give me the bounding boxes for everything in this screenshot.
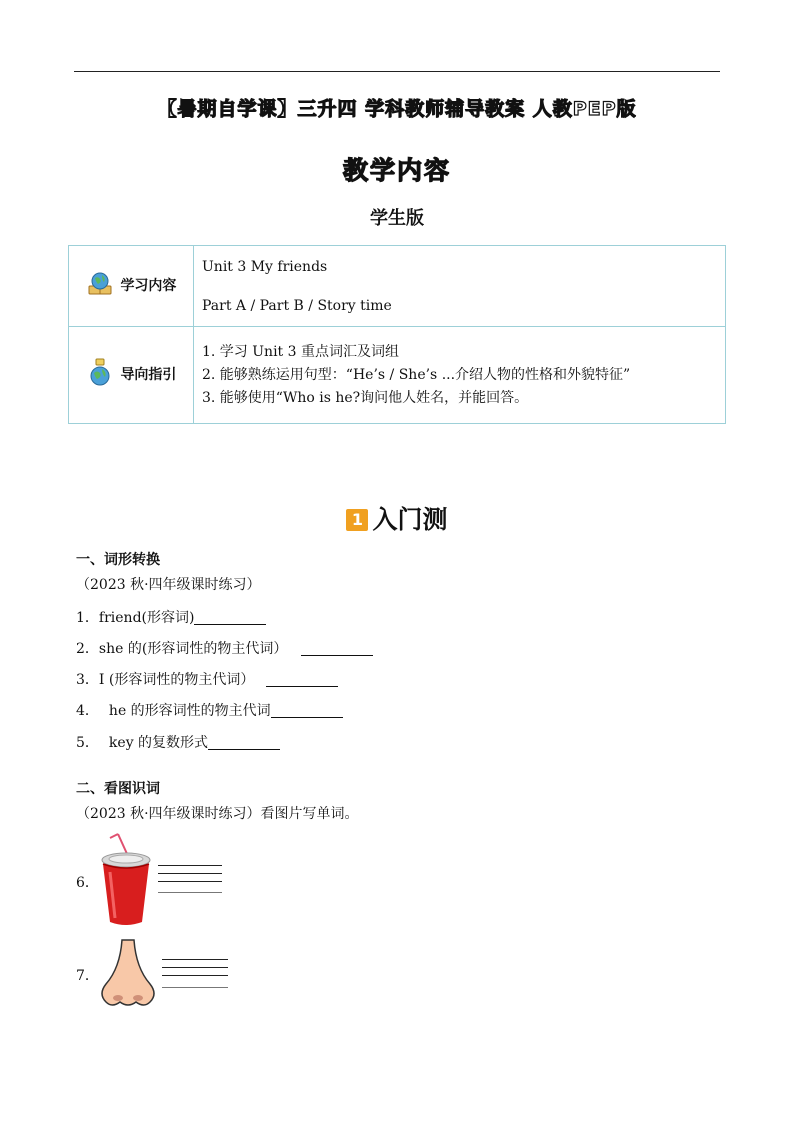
question-text: she 的(形容词性的物主代词）: [98, 641, 288, 657]
info-line: Part A / Part B / Story time: [202, 297, 392, 314]
question-text: I (形容词性的物主代词）: [98, 672, 255, 688]
question-text: key 的复数形式: [108, 735, 209, 751]
question-number: 2．: [76, 641, 99, 657]
question-number: 1．: [76, 610, 99, 626]
document-header: 【暑期自学课】三升四 学科教师辅导教案 人教PEP版: [157, 98, 637, 120]
question-number: 4．: [76, 703, 99, 719]
entry-test-title: 入门测: [372, 505, 448, 534]
answer-blank[interactable]: [194, 610, 266, 625]
answer-blank[interactable]: [271, 703, 343, 718]
question-number: 5．: [76, 735, 99, 751]
question-text: he 的形容词性的物主代词: [108, 703, 271, 719]
question-item: [76, 700, 343, 720]
info-line: Unit 3 My friends: [202, 258, 328, 275]
info-label-cell: [69, 246, 194, 327]
info-content-cell: [194, 246, 726, 327]
version-label: 学生版: [370, 208, 424, 229]
writing-line: [158, 881, 222, 882]
writing-line: [158, 873, 222, 874]
info-line: 1. 学习 Unit 3 重点词汇及词组: [202, 344, 399, 360]
writing-line: [158, 892, 222, 893]
question-number: 3．: [76, 672, 99, 688]
answer-blank[interactable]: [301, 641, 373, 656]
globe-lightbulb-icon: [86, 358, 114, 392]
writing-line: [162, 975, 228, 976]
part2-heading: 二、看图识词: [76, 781, 160, 797]
question-item: [76, 607, 266, 627]
question-item: [76, 669, 338, 689]
drink-cup-icon: [98, 832, 154, 932]
question-number: 7．: [76, 968, 99, 984]
writing-line: [162, 967, 228, 968]
part2-source: （2023 秋·四年级课时练习）看图片写单词。: [76, 806, 359, 822]
writing-line: [162, 959, 228, 960]
answer-blank[interactable]: [266, 672, 338, 687]
header-rule: [74, 71, 720, 72]
question-number: 6．: [76, 875, 99, 891]
info-content-cell: [194, 327, 726, 424]
info-line: 3. 能够使用“Who is he?询问他人姓名，并能回答。: [202, 390, 529, 406]
question-item: [76, 732, 280, 752]
writing-line: [158, 865, 222, 866]
question-item: [76, 638, 373, 658]
part1-heading: 一、词形转换: [76, 552, 160, 568]
info-table: [68, 245, 726, 424]
part1-source: （2023 秋·四年级课时练习）: [76, 577, 261, 593]
info-label: 导向指引: [120, 367, 177, 383]
question-text: friend(形容词): [98, 610, 195, 626]
info-line: 2. 能够熟练运用句型：“He’s / She’s ...介绍人物的性格和外貌特征”: [202, 367, 631, 383]
writing-line: [162, 987, 228, 988]
info-row-study-content: [69, 246, 726, 327]
globe-book-icon: [86, 270, 114, 302]
answer-blank[interactable]: [208, 735, 280, 750]
info-row-guidance: [69, 327, 726, 424]
entry-test-heading: [0, 500, 794, 536]
number-badge-icon: 1: [346, 509, 368, 531]
nose-icon: [96, 938, 160, 1014]
info-label: 学习内容: [120, 278, 177, 294]
section-title: 教学内容: [342, 156, 451, 185]
info-label-cell: [69, 327, 194, 424]
